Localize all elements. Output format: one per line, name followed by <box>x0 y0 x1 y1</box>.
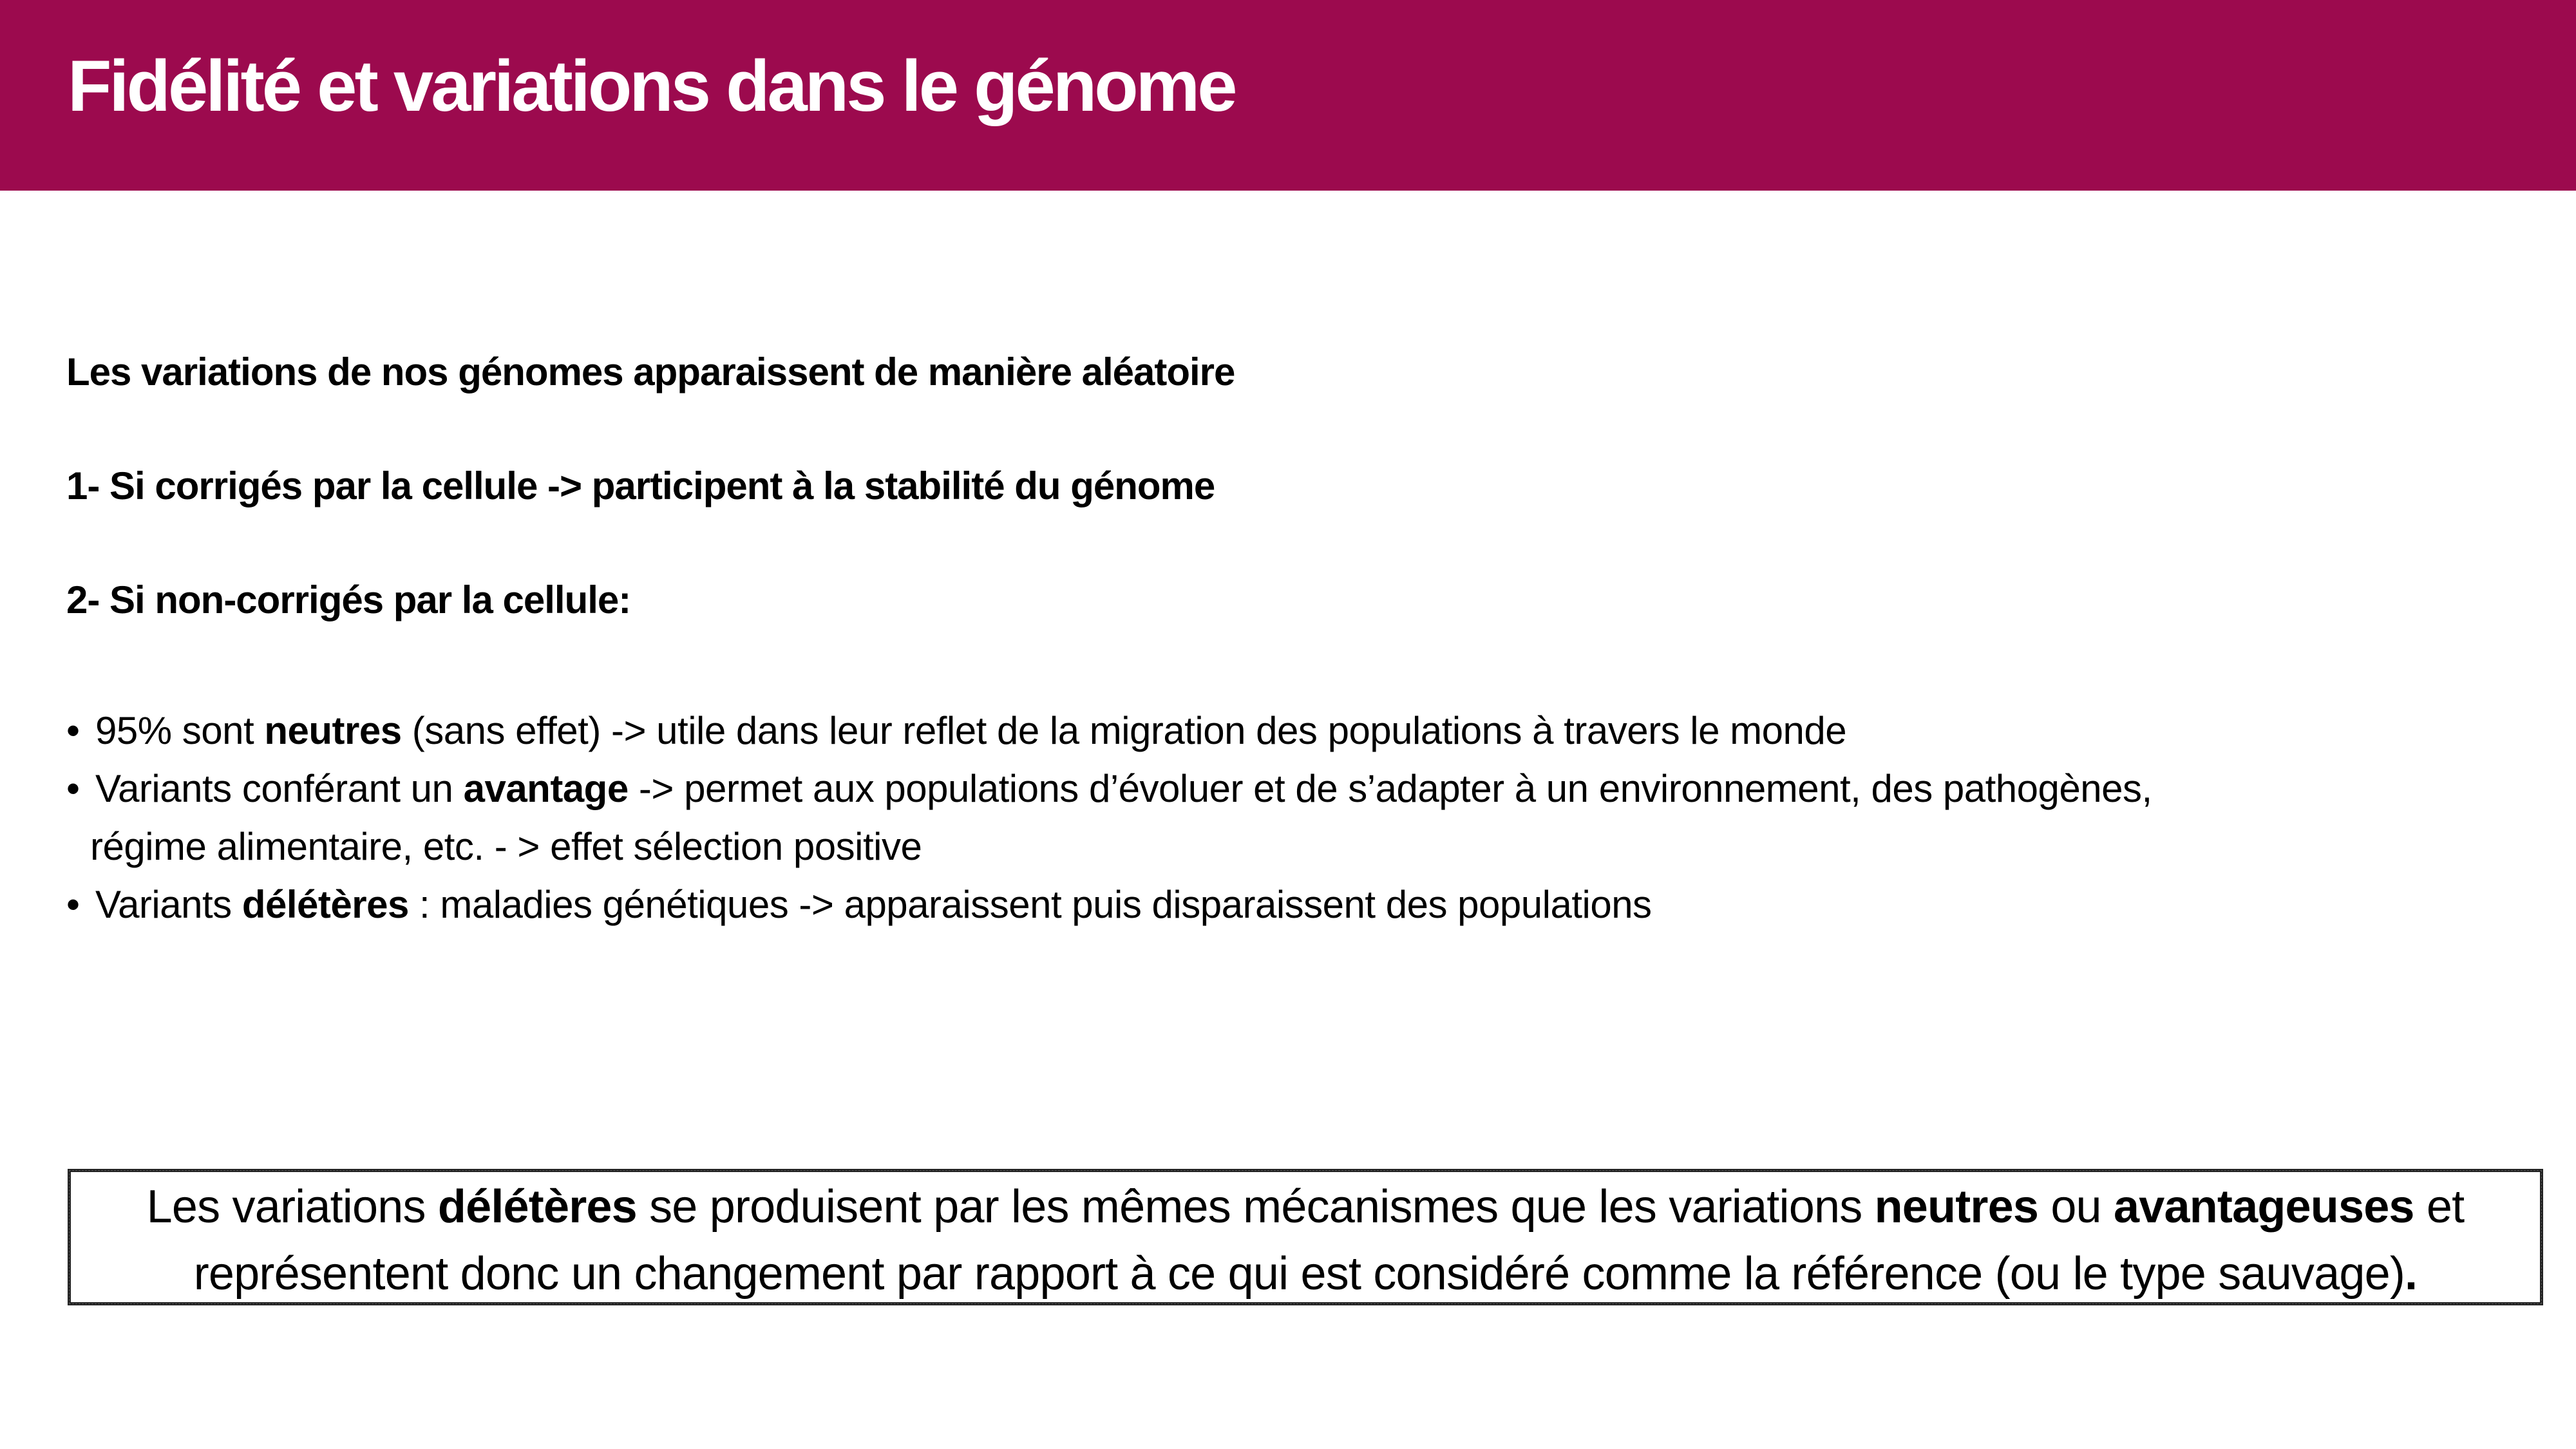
keyword-deleteres: délétères <box>242 883 409 926</box>
bullet-item-neutral: • 95% sont neutres (sans effet) -> utile dans leur reflet de la migration des populations à travers le monde <box>66 702 2152 760</box>
bullet-icon: • <box>66 709 80 752</box>
bullet-icon: • <box>66 767 80 810</box>
bullet-item-advantage-continuation: régime alimentaire, etc. - > effet sélection positive <box>90 825 922 868</box>
callout-line-2: représentent donc un changement par rapport à ce qui est considéré comme la référence (ou le type sauvage). <box>193 1248 2418 1300</box>
callout-box <box>68 1169 2543 1305</box>
point-2-uncorrected: 2- Si non-corrigés par la cellule: <box>66 578 631 621</box>
keyword-avantage: avantage <box>463 767 629 810</box>
keyword-neutres: neutres <box>264 709 402 752</box>
bullet-icon: • <box>66 883 80 926</box>
bullet-list <box>66 702 2152 934</box>
title-banner <box>0 0 2576 191</box>
bullet-item-advantage: • Variants conférant un avantage -> permet aux populations d’évoluer et de s’adapter à un environnement, des pathogènes, <box>66 760 2152 818</box>
slide-title: Fidélité et variations dans le génome <box>68 46 1235 126</box>
bullet-item-deleterious: • Variants délétères : maladies génétiques -> apparaissent puis disparaissent des populations <box>66 876 2152 934</box>
intro-statement: Les variations de nos génomes apparaissent de manière aléatoire <box>66 350 1235 393</box>
callout-line-1: Les variations délétères se produisent par les mêmes mécanismes que les variations neutres ou avantageuses et <box>146 1181 2465 1233</box>
point-1-corrected: 1- Si corrigés par la cellule -> participent à la stabilité du génome <box>66 464 1215 507</box>
